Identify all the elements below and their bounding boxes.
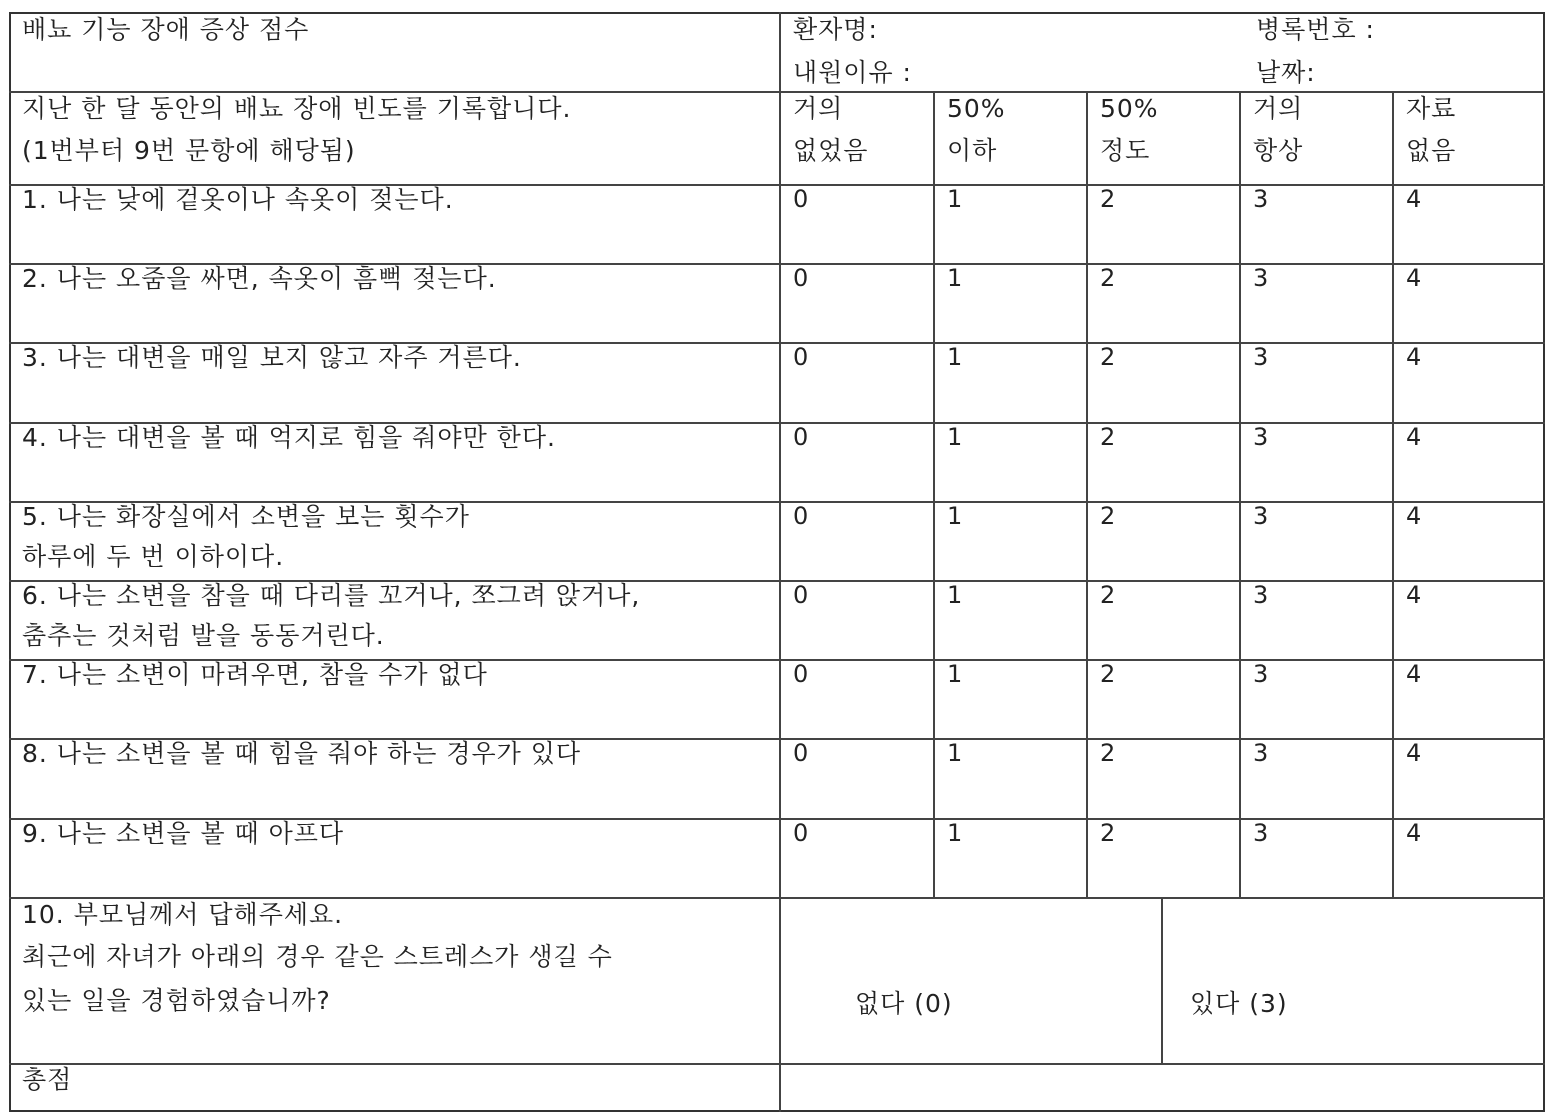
question-7-score-0: 0 bbox=[793, 660, 810, 689]
instruction-note: (1번부터 9번 문항에 해당됨) bbox=[22, 136, 356, 165]
column-header-4-sub: 항상 bbox=[1253, 136, 1304, 165]
question-3-score-4: 4 bbox=[1406, 343, 1423, 372]
question-8-score-1: 1 bbox=[947, 739, 964, 768]
instruction-text: 지난 한 달 동안의 배뇨 장애 빈도를 기록합니다. bbox=[22, 94, 572, 123]
question-7-score-2: 2 bbox=[1100, 660, 1117, 689]
question-2-score-0: 0 bbox=[793, 264, 810, 293]
column-header-2: 50% bbox=[947, 94, 1006, 123]
question-4-score-3: 3 bbox=[1253, 422, 1270, 451]
column-header-3: 50% bbox=[1100, 94, 1159, 123]
question-2-text: 2. 나는 오줌을 싸면, 속옷이 흠뻑 젖는다. bbox=[22, 264, 497, 294]
question-6-score-4: 4 bbox=[1406, 581, 1423, 609]
question-9-score-2: 2 bbox=[1100, 818, 1117, 847]
question-7-option-2[interactable] bbox=[1088, 661, 1237, 736]
question-5-text: 5. 나는 화장실에서 소변을 보는 횟수가 bbox=[22, 501, 470, 531]
question-7-score-4: 4 bbox=[1406, 660, 1423, 689]
question-8-score-4: 4 bbox=[1406, 739, 1423, 768]
question-10-text: 10. 부모님께서 답해주세요. bbox=[22, 899, 344, 929]
question-5-text-cont: 하루에 두 번 이하이다. bbox=[22, 541, 285, 571]
total-score-field[interactable] bbox=[781, 1065, 1543, 1110]
question-6-score-2: 2 bbox=[1100, 581, 1117, 609]
question-3-score-0: 0 bbox=[793, 343, 810, 372]
question-4-text: 4. 나는 대변을 볼 때 억지로 힘을 줘야만 한다. bbox=[22, 422, 556, 452]
question-8-score-0: 0 bbox=[793, 739, 810, 768]
question-4-score-1: 1 bbox=[947, 422, 964, 451]
question-4-score-4: 4 bbox=[1406, 422, 1423, 451]
column-header-4: 거의 bbox=[1253, 94, 1304, 123]
visit-reason-label: 내원이유 : bbox=[793, 58, 912, 87]
question-3-option-1[interactable] bbox=[935, 344, 1084, 419]
question-10-no-cell[interactable] bbox=[781, 899, 1159, 1061]
question-4-option-2[interactable] bbox=[1088, 424, 1237, 499]
question-1-score-3: 3 bbox=[1253, 185, 1270, 213]
question-10-option-yes: 있다 (3) bbox=[1190, 989, 1288, 1018]
question-6-option-0[interactable] bbox=[781, 582, 931, 657]
question-5-score-2: 2 bbox=[1100, 501, 1117, 530]
question-3-text: 3. 나는 대변을 매일 보지 않고 자주 거른다. bbox=[22, 343, 522, 373]
question-7-score-1: 1 bbox=[947, 660, 964, 689]
question-5-score-1: 1 bbox=[947, 501, 964, 530]
question-9-score-3: 3 bbox=[1253, 818, 1270, 847]
question-9-option-1[interactable] bbox=[935, 820, 1084, 895]
question-5-option-0[interactable] bbox=[781, 503, 931, 578]
column-header-5: 자료 bbox=[1406, 94, 1457, 123]
question-4-score-0: 0 bbox=[793, 422, 810, 451]
question-3-score-3: 3 bbox=[1253, 343, 1270, 372]
question-1-option-0[interactable] bbox=[781, 186, 931, 261]
question-9-option-0[interactable] bbox=[781, 820, 931, 895]
column-header-5-sub: 없음 bbox=[1406, 136, 1457, 165]
question-6-score-0: 0 bbox=[793, 581, 810, 609]
date-field[interactable] bbox=[1330, 56, 1540, 88]
question-8-score-3: 3 bbox=[1253, 739, 1270, 768]
question-1-option-3[interactable] bbox=[1241, 186, 1390, 261]
question-1-option-4[interactable] bbox=[1394, 186, 1543, 261]
question-6-option-4[interactable] bbox=[1394, 582, 1543, 657]
column-header-1-sub: 없었음 bbox=[793, 136, 869, 165]
question-5-score-3: 3 bbox=[1253, 501, 1270, 530]
question-6-option-2[interactable] bbox=[1088, 582, 1237, 657]
total-label: 총점 bbox=[22, 1065, 73, 1094]
question-2-option-0[interactable] bbox=[781, 265, 931, 340]
question-9-option-4[interactable] bbox=[1394, 820, 1543, 895]
question-3-option-3[interactable] bbox=[1241, 344, 1390, 419]
question-10-text-line2: 최근에 자녀가 아래의 경우 같은 스트레스가 생길 수 bbox=[22, 941, 613, 971]
question-10-text-line3: 있는 일을 경험하였습니까? bbox=[22, 985, 331, 1015]
record-number-field[interactable] bbox=[1400, 16, 1540, 50]
question-3-score-2: 2 bbox=[1100, 343, 1117, 372]
question-5-score-4: 4 bbox=[1406, 501, 1423, 530]
column-header-2-sub: 이하 bbox=[947, 136, 998, 165]
question-7-option-4[interactable] bbox=[1394, 661, 1543, 736]
question-2-option-2[interactable] bbox=[1088, 265, 1237, 340]
question-2-option-1[interactable] bbox=[935, 265, 1084, 340]
question-1-text: 1. 나는 낮에 겉옷이나 속옷이 젖는다. bbox=[22, 185, 454, 214]
question-9-score-0: 0 bbox=[793, 818, 810, 847]
visit-reason-field[interactable] bbox=[940, 56, 1250, 88]
question-5-option-1[interactable] bbox=[935, 503, 1084, 578]
record-number-label: 병록번호 : bbox=[1256, 15, 1375, 44]
question-9-option-2[interactable] bbox=[1088, 820, 1237, 895]
question-7-score-3: 3 bbox=[1253, 660, 1270, 689]
question-2-score-3: 3 bbox=[1253, 264, 1270, 293]
question-2-option-4[interactable] bbox=[1394, 265, 1543, 340]
question-8-option-4[interactable] bbox=[1394, 740, 1543, 815]
question-7-option-0[interactable] bbox=[781, 661, 931, 736]
question-4-option-4[interactable] bbox=[1394, 424, 1543, 499]
question-7-option-3[interactable] bbox=[1241, 661, 1390, 736]
question-1-option-1[interactable] bbox=[935, 186, 1084, 261]
question-8-option-2[interactable] bbox=[1088, 740, 1237, 815]
question-5-option-4[interactable] bbox=[1394, 503, 1543, 578]
patient-name-field[interactable] bbox=[900, 16, 1240, 50]
question-6-option-3[interactable] bbox=[1241, 582, 1390, 657]
question-5-option-3[interactable] bbox=[1241, 503, 1390, 578]
form-title: 배뇨 기능 장애 증상 점수 bbox=[22, 15, 310, 44]
question-1-score-0: 0 bbox=[793, 185, 810, 213]
question-3-option-2[interactable] bbox=[1088, 344, 1237, 419]
question-3-option-0[interactable] bbox=[781, 344, 931, 419]
question-6-text-cont: 춤추는 것처럼 발을 동동거린다. bbox=[22, 621, 385, 650]
question-4-option-1[interactable] bbox=[935, 424, 1084, 499]
question-1-score-2: 2 bbox=[1100, 185, 1117, 213]
question-2-score-1: 1 bbox=[947, 264, 964, 293]
question-8-score-2: 2 bbox=[1100, 739, 1117, 768]
question-3-score-1: 1 bbox=[947, 343, 964, 372]
column-header-1: 거의 bbox=[793, 94, 844, 123]
question-10-yes-cell[interactable] bbox=[1163, 899, 1543, 1061]
question-9-score-1: 1 bbox=[947, 818, 964, 847]
question-8-option-3[interactable] bbox=[1241, 740, 1390, 815]
question-6-text: 6. 나는 소변을 참을 때 다리를 꼬거나, 쪼그려 앉거나, bbox=[22, 581, 641, 610]
question-5-option-2[interactable] bbox=[1088, 503, 1237, 578]
question-6-score-1: 1 bbox=[947, 581, 964, 609]
question-10-option-no: 없다 (0) bbox=[855, 989, 953, 1018]
question-7-text: 7. 나는 소변이 마려우면, 참을 수가 없다 bbox=[22, 660, 488, 690]
patient-name-label: 환자명: bbox=[793, 15, 878, 44]
question-4-option-0[interactable] bbox=[781, 424, 931, 499]
question-1-score-4: 4 bbox=[1406, 185, 1423, 213]
question-3-option-4[interactable] bbox=[1394, 344, 1543, 419]
column-header-3-sub: 정도 bbox=[1100, 136, 1151, 165]
question-8-option-0[interactable] bbox=[781, 740, 931, 815]
question-6-score-3: 3 bbox=[1253, 581, 1270, 609]
question-5-score-0: 0 bbox=[793, 501, 810, 530]
question-7-option-1[interactable] bbox=[935, 661, 1084, 736]
question-9-option-3[interactable] bbox=[1241, 820, 1390, 895]
question-2-score-4: 4 bbox=[1406, 264, 1423, 293]
date-label: 날짜: bbox=[1256, 58, 1316, 87]
question-8-text: 8. 나는 소변을 볼 때 힘을 줘야 하는 경우가 있다 bbox=[22, 739, 582, 769]
question-9-text: 9. 나는 소변을 볼 때 아프다 bbox=[22, 818, 345, 848]
question-2-option-3[interactable] bbox=[1241, 265, 1390, 340]
question-8-option-1[interactable] bbox=[935, 740, 1084, 815]
question-4-option-3[interactable] bbox=[1241, 424, 1390, 499]
question-4-score-2: 2 bbox=[1100, 422, 1117, 451]
question-1-option-2[interactable] bbox=[1088, 186, 1237, 261]
question-6-option-1[interactable] bbox=[935, 582, 1084, 657]
question-2-score-2: 2 bbox=[1100, 264, 1117, 293]
question-9-score-4: 4 bbox=[1406, 818, 1423, 847]
question-1-score-1: 1 bbox=[947, 185, 964, 213]
